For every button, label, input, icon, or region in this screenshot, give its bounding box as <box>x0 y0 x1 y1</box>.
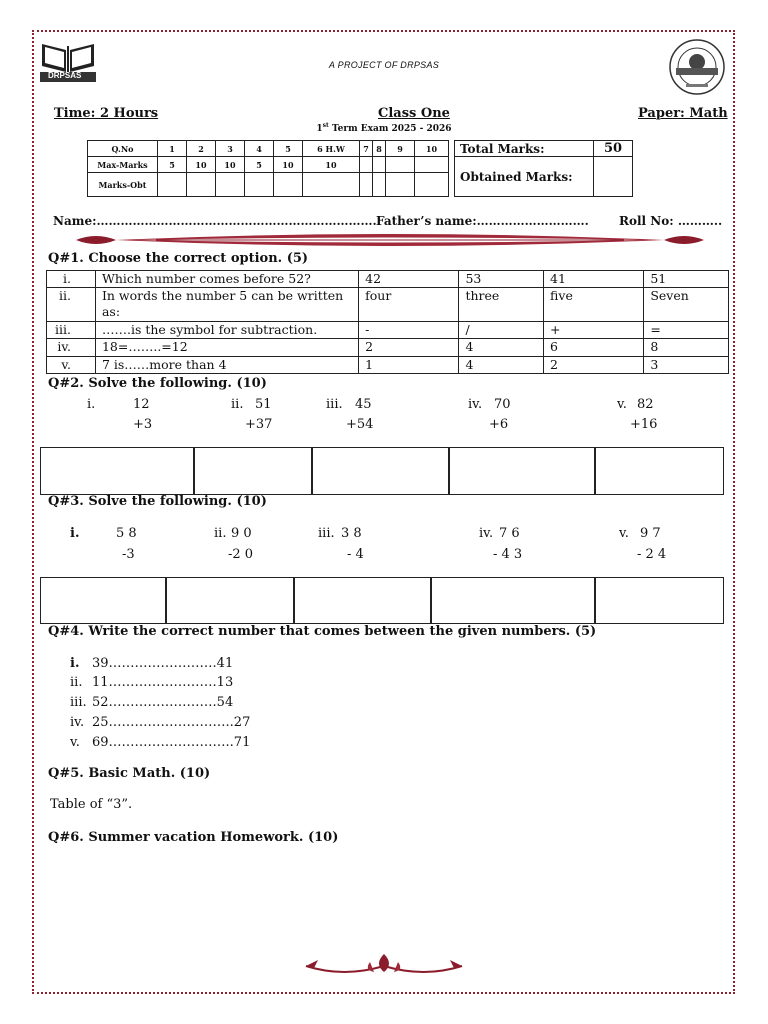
list-item: iv. 25………………………..27 <box>70 715 251 730</box>
q2-top: 12 <box>133 397 150 412</box>
answer-box[interactable] <box>40 577 167 624</box>
option-cell[interactable]: 2 <box>544 357 644 374</box>
answer-box[interactable] <box>193 447 313 495</box>
q6-heading: Q#6. Summer vacation Homework. (10) <box>48 830 339 845</box>
option-cell[interactable]: + <box>544 322 644 339</box>
obtained-cell[interactable] <box>158 173 187 197</box>
answer-box[interactable] <box>293 577 432 624</box>
q3-number: i. <box>70 526 80 541</box>
q2-number: v. <box>617 397 627 412</box>
qno-cell: 10 <box>415 141 449 157</box>
option-cell[interactable]: Seven <box>644 288 729 322</box>
qno-cell: 9 <box>386 141 415 157</box>
ornamental-divider <box>76 230 704 250</box>
q3-top: 9 7 <box>640 526 661 541</box>
max-cell: 5 <box>158 157 187 173</box>
q2-top: 51 <box>255 397 272 412</box>
q2-number: iv. <box>468 397 483 412</box>
list-item: v. 69………………………..71 <box>70 735 251 750</box>
q2-bottom: +54 <box>346 417 374 432</box>
student-name-field[interactable]: Name:……………………………………………………………. <box>53 214 377 228</box>
question-number: iii. <box>47 322 96 339</box>
q3-top: 3 8 <box>341 526 362 541</box>
table-row <box>47 357 729 374</box>
marks-table <box>87 140 449 197</box>
q2-top: 70 <box>494 397 511 412</box>
qno-cell: 4 <box>245 141 274 157</box>
mcq-table <box>46 270 729 374</box>
option-cell[interactable]: = <box>644 322 729 339</box>
project-caption: A PROJECT OF DRPSAS <box>328 60 440 70</box>
option-cell[interactable]: 2 <box>359 339 459 357</box>
max-cell: 5 <box>245 157 274 173</box>
option-cell[interactable]: 4 <box>459 357 544 374</box>
answer-box[interactable] <box>594 577 724 624</box>
row-label-qno: Q.No <box>88 141 158 157</box>
q3-bottom: -2 0 <box>228 547 254 562</box>
question-number: v. <box>47 357 96 374</box>
option-cell[interactable]: four <box>359 288 459 322</box>
qno-cell: 8 <box>373 141 386 157</box>
q4-heading: Q#4. Write the correct number that comes between the given numbers. (5) <box>48 624 597 639</box>
max-cell <box>360 157 373 173</box>
q3-top: 7 6 <box>499 526 520 541</box>
obtained-cell[interactable] <box>187 173 216 197</box>
obtained-cell[interactable] <box>373 173 386 197</box>
term-title: 1st Term Exam 2025 - 2026 <box>316 122 452 134</box>
max-cell: 10 <box>303 157 360 173</box>
roll-no-field[interactable]: Roll No: ……….. <box>619 214 723 228</box>
obtained-cell[interactable] <box>303 173 360 197</box>
answer-box[interactable] <box>311 447 450 495</box>
question-number: iv. <box>47 339 96 357</box>
option-cell[interactable]: 3 <box>644 357 729 374</box>
q2-top: 82 <box>637 397 654 412</box>
option-cell[interactable]: 8 <box>644 339 729 357</box>
question-text: Which number comes before 52? <box>95 271 358 288</box>
q5-heading: Q#5. Basic Math. (10) <box>48 766 211 781</box>
qno-cell: 6 H.W <box>303 141 360 157</box>
answer-box[interactable] <box>40 447 195 495</box>
table-row <box>47 339 729 357</box>
total-marks-label: Total Marks: <box>455 141 594 157</box>
q2-number: i. <box>87 397 96 412</box>
q3-top: 9 0 <box>231 526 252 541</box>
option-cell[interactable]: five <box>544 288 644 322</box>
father-name-field[interactable]: Father’s name:………………………. <box>376 214 589 228</box>
option-cell[interactable]: 42 <box>359 271 459 288</box>
max-cell <box>373 157 386 173</box>
option-cell[interactable]: / <box>459 322 544 339</box>
q5-instruction: Table of “3”. <box>50 797 133 812</box>
q3-number: iv. <box>479 526 494 541</box>
obtained-cell[interactable] <box>274 173 303 197</box>
obtained-cell[interactable] <box>245 173 274 197</box>
q2-top: 45 <box>355 397 372 412</box>
marks-summary <box>454 140 633 197</box>
max-cell: 10 <box>187 157 216 173</box>
row-label-obtained: Marks-Obt <box>88 173 158 197</box>
question-text: In words the number 5 can be written as: <box>95 288 358 322</box>
q2-bottom: +37 <box>245 417 273 432</box>
paper-subject: Paper: Math <box>638 106 728 121</box>
total-marks-value: 50 <box>594 141 633 157</box>
option-cell[interactable]: three <box>459 288 544 322</box>
max-cell <box>415 157 449 173</box>
row-label-max: Max-Marks <box>88 157 158 173</box>
max-cell <box>386 157 415 173</box>
obtained-cell[interactable] <box>415 173 449 197</box>
q3-number: ii. <box>214 526 227 541</box>
list-item: i. 39…………………….41 <box>70 656 234 671</box>
question-text: 7 is……more than 4 <box>95 357 358 374</box>
bottom-ornament <box>304 952 464 976</box>
option-cell[interactable]: 1 <box>359 357 459 374</box>
qno-cell: 1 <box>158 141 187 157</box>
q3-top: 5 8 <box>116 526 137 541</box>
qno-cell: 3 <box>216 141 245 157</box>
table-row <box>47 271 729 288</box>
answer-box[interactable] <box>165 577 295 624</box>
option-cell[interactable]: 6 <box>544 339 644 357</box>
answer-box[interactable] <box>430 577 596 624</box>
q2-bottom: +3 <box>133 417 153 432</box>
max-cell: 10 <box>216 157 245 173</box>
obtained-marks-value[interactable] <box>594 157 633 197</box>
question-text: …….is the symbol for subtraction. <box>95 322 358 339</box>
qno-cell: 7 <box>360 141 373 157</box>
obtained-marks-label: Obtained Marks: <box>455 157 594 197</box>
q2-bottom: +6 <box>489 417 509 432</box>
table-row <box>47 288 729 322</box>
q3-number: v. <box>619 526 629 541</box>
q3-bottom: - 4 3 <box>493 547 523 562</box>
q1-heading: Q#1. Choose the correct option. (5) <box>48 251 309 266</box>
list-item: ii. 11…………………….13 <box>70 675 234 690</box>
q3-bottom: - 2 4 <box>637 547 667 562</box>
option-cell[interactable]: 41 <box>544 271 644 288</box>
qno-cell: 2 <box>187 141 216 157</box>
question-text: 18=……..=12 <box>95 339 358 357</box>
obtained-cell[interactable] <box>216 173 245 197</box>
option-cell[interactable]: 4 <box>459 339 544 357</box>
table-row <box>47 322 729 339</box>
answer-box[interactable] <box>448 447 596 495</box>
class-name: Class One <box>378 106 450 121</box>
q2-number: ii. <box>231 397 244 412</box>
q3-bottom: - 4 <box>347 547 364 562</box>
q2-heading: Q#2. Solve the following. (10) <box>48 376 267 391</box>
max-cell: 10 <box>274 157 303 173</box>
q3-number: iii. <box>318 526 335 541</box>
option-cell[interactable]: 51 <box>644 271 729 288</box>
option-cell[interactable]: - <box>359 322 459 339</box>
obtained-cell[interactable] <box>360 173 373 197</box>
q3-bottom: -3 <box>122 547 135 562</box>
question-number: i. <box>47 271 96 288</box>
q2-number: iii. <box>326 397 343 412</box>
obtained-cell[interactable] <box>386 173 415 197</box>
answer-box[interactable] <box>594 447 724 495</box>
list-item: iii. 52…………………….54 <box>70 695 234 710</box>
logo-left-text: DRPSAS <box>48 71 82 80</box>
exam-time: Time: 2 Hours <box>54 106 159 121</box>
q2-bottom: +16 <box>630 417 658 432</box>
option-cell[interactable]: 53 <box>459 271 544 288</box>
q3-heading: Q#3. Solve the following. (10) <box>48 494 267 509</box>
qno-cell: 5 <box>274 141 303 157</box>
question-number: ii. <box>47 288 96 322</box>
